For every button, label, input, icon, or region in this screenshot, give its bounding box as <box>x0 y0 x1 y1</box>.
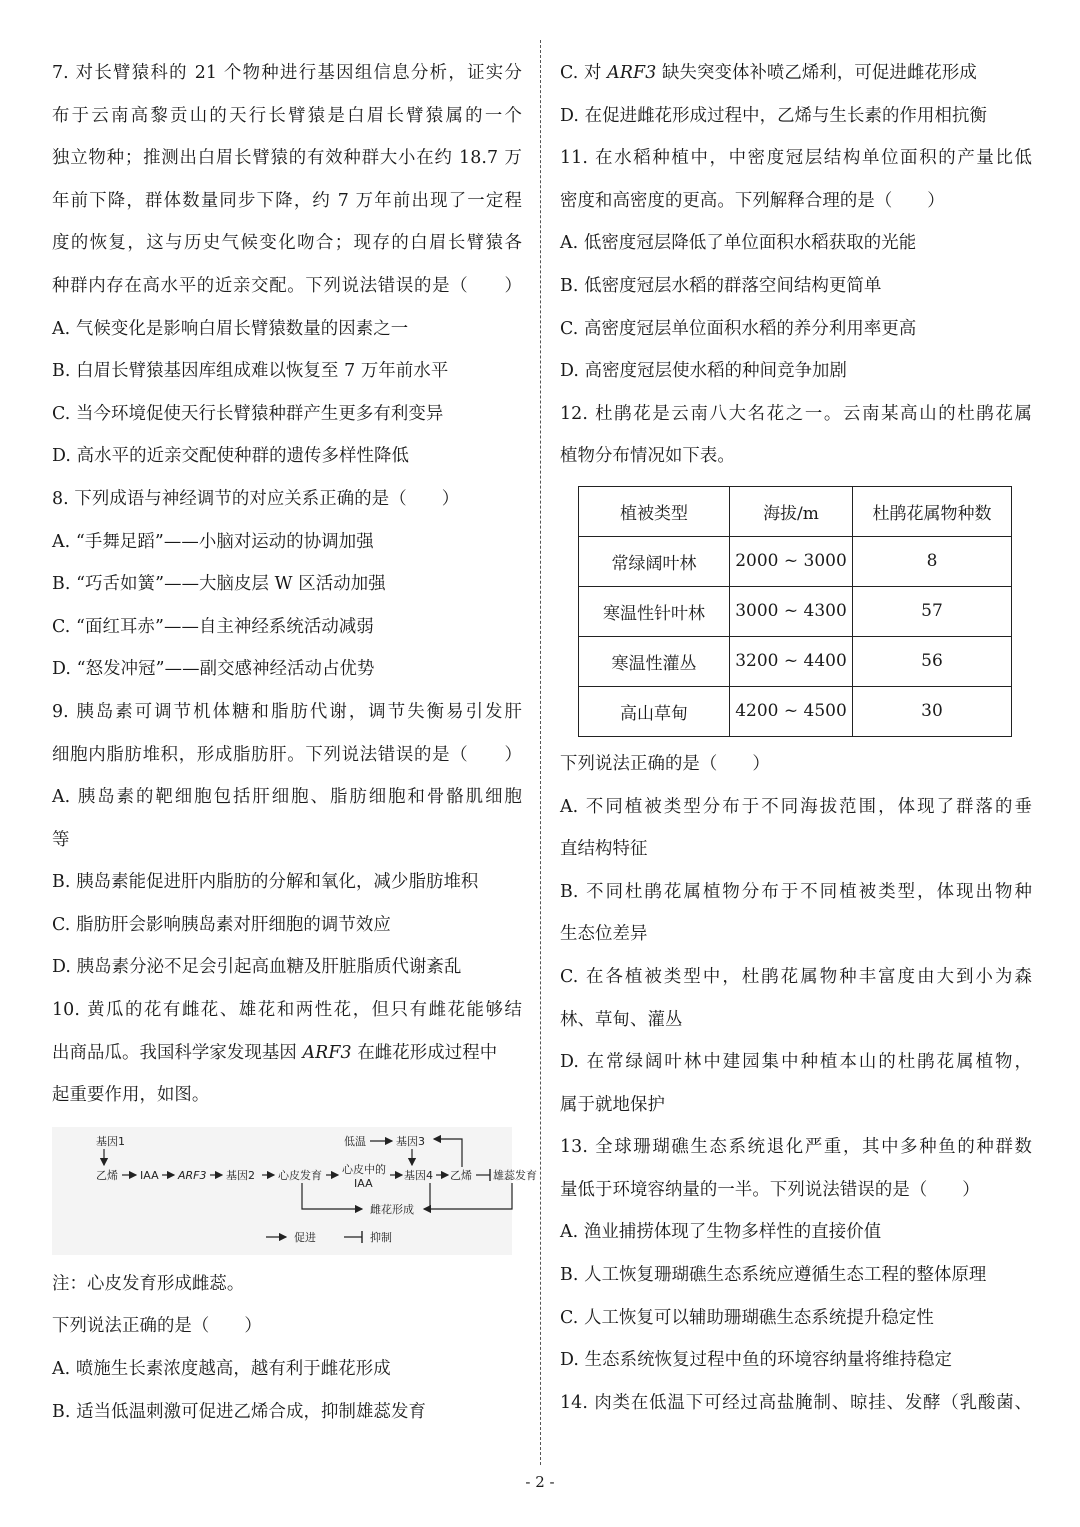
node-arf3: ARF3 <box>178 1168 207 1182</box>
question-14-stem-line: 14. 肉类在低温下可经过高盐腌制、晾挂、发酵（乳酸菌、 <box>560 1392 1032 1413</box>
question-12-option-c-cont: 林、草甸、灌丛 <box>560 1009 683 1030</box>
question-9-stem-line: 细胞内脂肪堆积，形成脂肪肝。下列说法错误的是（ ） <box>52 744 522 765</box>
question-12-ask: 下列说法正确的是（ ） <box>560 753 770 774</box>
question-13-option-a: A. 渔业捕捞体现了生物多样性的直接价值 <box>560 1222 882 1243</box>
question-9-option-a-cont: 等 <box>52 829 70 850</box>
question-7-option-a: A. 气候变化是影响白眉长臂猿数量的因素之一 <box>52 318 409 339</box>
question-10-option-a: A. 喷施生长素浓度越高，越有利于雌花形成 <box>52 1359 391 1380</box>
question-12-option-b: B. 不同杜鹃花属植物分布于不同植被类型，体现出物种 <box>560 881 1032 902</box>
question-9 <box>52 691 522 989</box>
question-8-stem: 8. 下列成语与神经调节的对应关系正确的是（ ） <box>52 488 460 509</box>
node-gene4: 基因4 <box>404 1168 433 1182</box>
table-header: 杜鹃花属物种数 <box>853 486 1012 536</box>
question-11-option-b: B. 低密度冠层水稻的群落空间结构更简单 <box>560 275 882 296</box>
table-header: 植被类型 <box>579 486 730 536</box>
question-13-stem-line: 量低于环境容纳量的一半。下列说法错误的是（ ） <box>560 1179 980 1200</box>
node-iaa-in-carpel: IAA <box>354 1176 373 1190</box>
column-divider <box>540 40 541 1465</box>
question-7-stem-line: 7. 对长臂猿科的 21 个物种进行基因组信息分析，证实分 <box>52 63 522 83</box>
arrow-ethylene-gene3 <box>434 1139 462 1167</box>
stem-text: 出商品瓜。我国科学家发现基因 <box>52 1042 303 1063</box>
question-7-option-b: B. 白眉长臂猿基因库组成难以恢复至 7 万年前水平 <box>52 361 449 382</box>
node-iaa: IAA <box>140 1168 159 1182</box>
table-cell: 3200 ~ 4400 <box>730 636 853 686</box>
table-row <box>579 586 1012 636</box>
table-cell: 3000 ~ 4300 <box>730 586 853 636</box>
legend-promote: 促进 <box>294 1230 316 1244</box>
question-8 <box>52 478 522 691</box>
question-8-option-c: C. “面红耳赤”——自主神经系统活动减弱 <box>52 616 374 637</box>
question-10-option-d: D. 在促进雌花形成过程中，乙烯与生长素的作用相抗衡 <box>560 105 987 126</box>
arrow-carpel-female <box>302 1183 362 1209</box>
table-row <box>579 636 1012 686</box>
question-10-stem-line <box>52 1032 522 1075</box>
node-carpel-dev: 心皮发育 <box>278 1168 322 1182</box>
arrow-gene4-female <box>424 1183 430 1209</box>
question-13-option-d: D. 生态系统恢复过程中鱼的环境容纳量将维持稳定 <box>560 1350 952 1371</box>
table-cell: 57 <box>853 586 1012 636</box>
gene-name: ARF3 <box>607 63 657 83</box>
node-iaa-in-carpel: 心皮中的 <box>342 1162 386 1176</box>
question-12-option-a-cont: 直结构特征 <box>560 839 648 860</box>
node-female-flower: 雌花形成 <box>370 1202 414 1216</box>
node-ethylene: 乙烯 <box>96 1168 118 1182</box>
question-9-option-a: A. 胰岛素的靶细胞包括肝细胞、脂肪细胞和骨骼肌细胞 <box>52 787 522 808</box>
stem-text: 在雌花形成过程中 <box>351 1042 498 1063</box>
table-cell: 寒温性灌丛 <box>579 636 730 686</box>
node-stamen-dev: 雄蕊发育 <box>493 1168 537 1182</box>
rhododendron-distribution-table <box>578 486 1012 737</box>
question-9-option-c: C. 脂肪肝会影响胰岛素对肝细胞的调节效应 <box>52 914 391 935</box>
question-7-stem-line: 度的恢复，这与历史气候变化吻合；现存的白眉长臂猿各 <box>52 233 522 254</box>
question-12-option-b-cont: 生态位差异 <box>560 924 648 945</box>
question-12-option-d-cont: 属于就地保护 <box>560 1094 665 1115</box>
legend-inhibit: 抑制 <box>370 1230 392 1244</box>
question-12-option-d: D. 在常绿阔叶林中建园集中种植本山的杜鹃花属植物， <box>560 1052 1032 1073</box>
gene-name: ARF3 <box>302 1042 352 1063</box>
right-column <box>560 52 1032 1424</box>
question-13-option-b: B. 人工恢复珊瑚礁生态系统应遵循生态工程的整体原理 <box>560 1265 987 1286</box>
question-9-option-d: D. 胰岛素分泌不足会引起高血糖及肝脏脂质代谢紊乱 <box>52 957 462 978</box>
question-7-option-c: C. 当今环境促使天行长臂猿种群产生更多有利变异 <box>52 403 444 424</box>
node-low-temp: 低温 <box>344 1134 366 1148</box>
page-number: - 2 - <box>525 1473 555 1491</box>
question-11 <box>560 137 1032 393</box>
table-cell: 30 <box>853 686 1012 736</box>
table-cell: 4200 ~ 4500 <box>730 686 853 736</box>
question-7-stem-line: 布于云南高黎贡山的天行长臂猿是白眉长臂猿属的一个 <box>52 105 522 126</box>
question-10-option-c <box>560 52 1032 95</box>
option-text: 缺失突变体补喷乙烯利，可促进雌花形成 <box>656 63 977 83</box>
question-8-option-b: B. “巧舌如簧”——大脑皮层 W 区活动加强 <box>52 574 386 595</box>
question-10-stem-line: 10. 黄瓜的花有雌花、雄花和两性花，但只有雌花能够结 <box>52 1000 522 1021</box>
question-11-option-d: D. 高密度冠层使水稻的种间竞争加剧 <box>560 361 848 382</box>
question-13 <box>560 1126 1032 1382</box>
question-12-option-c: C. 在各植被类型中，杜鹃花属物种丰富度由大到小为森 <box>560 966 1032 987</box>
table-cell: 高山草甸 <box>579 686 730 736</box>
question-10-stem-line: 起重要作用，如图。 <box>52 1085 210 1106</box>
pathway-svg <box>52 1127 537 1255</box>
table-header: 海拔/m <box>730 486 853 536</box>
question-9-stem-line: 9. 胰岛素可调节机体糖和脂肪代谢，调节失衡易引发肝 <box>52 701 522 722</box>
question-12-stem-line: 12. 杜鹃花是云南八大名花之一。云南某高山的杜鹃花属 <box>560 403 1032 424</box>
question-7-stem-line: 种群内存在高水平的近亲交配。下列说法错误的是（ ） <box>52 275 522 296</box>
question-9-option-b: B. 胰岛素能促进肝内脂肪的分解和氧化，减少脂肪堆积 <box>52 872 479 893</box>
question-10-ask: 下列说法正确的是（ ） <box>52 1316 262 1337</box>
rhododendron-table-wrap <box>578 486 1032 737</box>
question-13-stem-line: 13. 全球珊瑚礁生态系统退化严重，其中多种鱼的种群数 <box>560 1137 1032 1158</box>
arf3-pathway-diagram <box>52 1127 537 1255</box>
question-8-option-a: A. “手舞足蹈”——小脑对运动的协调加强 <box>52 531 374 552</box>
question-7 <box>52 52 522 478</box>
table-cell: 2000 ~ 3000 <box>730 536 853 586</box>
table-cell: 常绿阔叶林 <box>579 536 730 586</box>
table-cell: 寒温性针叶林 <box>579 586 730 636</box>
table-cell: 56 <box>853 636 1012 686</box>
node-gene3: 基因3 <box>396 1134 425 1148</box>
question-12-option-a: A. 不同植被类型分布于不同海拔范围，体现了群落的垂 <box>560 796 1032 817</box>
question-13-option-c: C. 人工恢复可以辅助珊瑚礁生态系统提升稳定性 <box>560 1307 934 1328</box>
question-10 <box>52 989 537 1433</box>
question-7-option-d: D. 高水平的近亲交配使种群的遗传多样性降低 <box>52 446 410 467</box>
question-11-stem-line: 密度和高密度的更高。下列解释合理的是（ ） <box>560 190 945 211</box>
node-gene1: 基因1 <box>96 1134 125 1148</box>
table-header-row <box>579 486 1012 536</box>
question-11-option-c: C. 高密度冠层单位面积水稻的养分利用率更高 <box>560 318 917 339</box>
table-cell: 8 <box>853 536 1012 586</box>
question-11-option-a: A. 低密度冠层降低了单位面积水稻获取的光能 <box>560 233 917 254</box>
node-gene2: 基因2 <box>226 1168 255 1182</box>
inhibit-stamen-female <box>428 1183 512 1209</box>
node-ethylene-2: 乙烯 <box>450 1168 472 1182</box>
question-7-stem-line: 年前下降，群体数量同步下降，约 7 万年前出现了一定程 <box>52 190 522 211</box>
question-7-stem-line: 独立物种；推测出白眉长臂猿的有效种群大小在约 18.7 万 <box>52 148 522 169</box>
question-12-stem-line: 植物分布情况如下表。 <box>560 446 735 467</box>
diagram-note: 注：心皮发育形成雌蕊。 <box>52 1273 245 1294</box>
table-row <box>579 686 1012 736</box>
question-8-option-d: D. “怒发冲冠”——副交感神经活动占优势 <box>52 659 375 680</box>
question-12 <box>560 393 1032 1127</box>
option-text: C. 对 <box>560 63 608 83</box>
left-column <box>52 52 537 1433</box>
table-row <box>579 536 1012 586</box>
question-11-stem-line: 11. 在水稻种植中，中密度冠层结构单位面积的产量比低 <box>560 148 1032 169</box>
question-10-option-b: B. 适当低温刺激可促进乙烯合成，抑制雄蕊发育 <box>52 1401 426 1422</box>
